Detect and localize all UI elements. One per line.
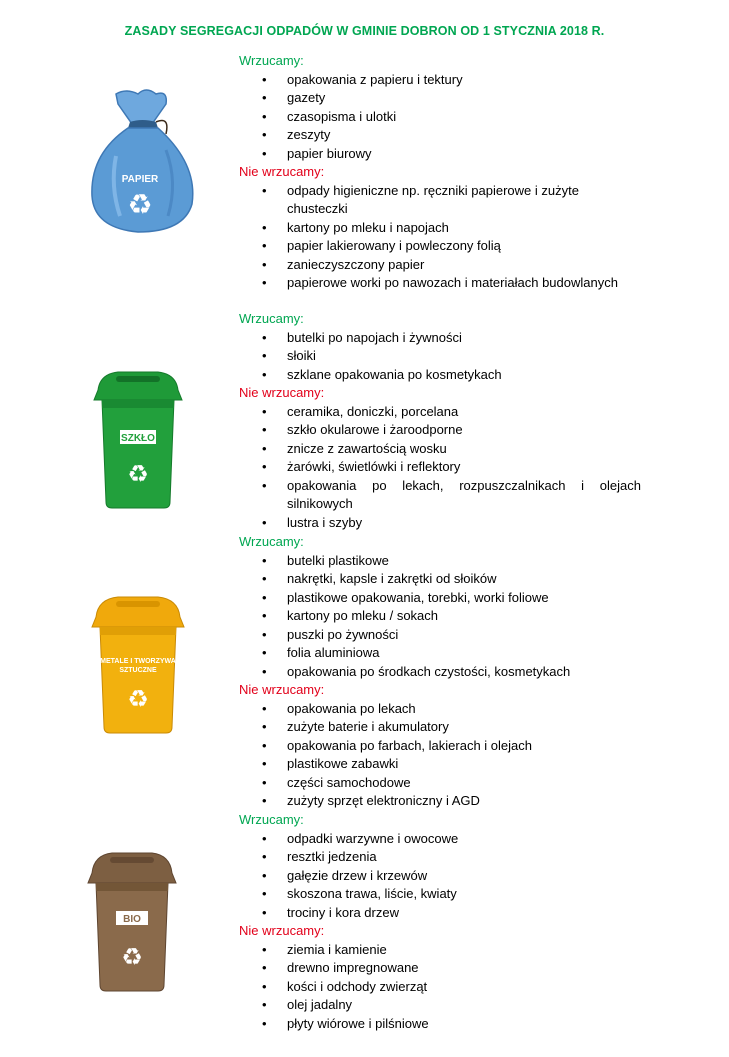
list-item: • szklane opakowania po kosmetykach	[239, 366, 641, 385]
list-item	[239, 477, 641, 514]
accept-list	[239, 830, 641, 923]
glass-bin-icon	[90, 370, 186, 512]
reject-header: Nie wrzucamy:	[239, 923, 325, 938]
reject-list	[239, 182, 641, 293]
page-title: ZASADY SEGREGACJI ODPADÓW W GMINIE DOBRON OD 1 STYCZNIA 2018 R.	[124, 24, 605, 38]
accept-header: Wrzucamy:	[239, 812, 304, 827]
recycle-icon: ♻	[127, 686, 149, 713]
glass-bin-image	[90, 370, 186, 517]
list-item: • opakowania po lekach	[239, 700, 641, 719]
list-item: • odpadki warzywne i owocowe	[239, 830, 641, 849]
list-item: • czasopisma i ulotki	[239, 108, 641, 127]
list-item: • lustra i szyby	[239, 514, 641, 533]
list-item: • plastikowe zabawki	[239, 755, 641, 774]
list-item: • trociny i kora drzew	[239, 904, 641, 923]
paper-bag-image	[86, 86, 198, 241]
bio-lists	[239, 811, 641, 1033]
list-item: • ceramika, doniczki, porcelana	[239, 403, 641, 422]
container-label: BIO	[123, 914, 141, 925]
list-item: • odpady higieniczne np. ręczniki papierowe i zużyte chusteczki	[239, 182, 641, 219]
container-label-line2: SZTUCZNE	[119, 667, 157, 674]
accept-header: Wrzucamy:	[239, 53, 304, 68]
container-label-line1: METALE I TWORZYWA	[100, 658, 176, 665]
glass-lists	[239, 310, 641, 532]
list-item-text: • opakowania po lekach, rozpuszczalnikach i olejach silnikowych	[287, 477, 641, 511]
accept-header: Wrzucamy:	[239, 534, 304, 549]
list-item: • kartony po mleku i napojach	[239, 219, 641, 238]
list-item: • zużyty sprzęt elektroniczny i AGD	[239, 792, 641, 811]
accept-header: Wrzucamy:	[239, 311, 304, 326]
reject-header: Nie wrzucamy:	[239, 164, 325, 179]
list-item: • szkło okularowe i żaroodporne	[239, 421, 641, 440]
list-item: • resztki jedzenia	[239, 848, 641, 867]
plastic-metal-lists	[239, 533, 641, 811]
list-item: • papier biurowy	[239, 145, 641, 164]
reject-list	[239, 941, 641, 1034]
list-item: • zanieczyszczony papier	[239, 256, 641, 275]
list-item: • papierowe worki po nawozach i materiałach budowlanych	[239, 274, 641, 293]
list-item: • części samochodowe	[239, 774, 641, 793]
list-item: • kości i odchody zwierząt	[239, 978, 641, 997]
reject-list	[239, 700, 641, 811]
list-item: • gazety	[239, 89, 641, 108]
list-item: • opakowania z papieru i tektury	[239, 71, 641, 90]
list-item: • skoszona trawa, liście, kwiaty	[239, 885, 641, 904]
plastic-bin-icon	[88, 595, 188, 737]
list-item: • zeszyty	[239, 126, 641, 145]
accept-list	[239, 552, 641, 682]
list-item: • folia aluminiowa	[239, 644, 641, 663]
paper-bag-icon	[86, 86, 198, 236]
list-item: • słoiki	[239, 347, 641, 366]
list-item: • opakowania po farbach, lakierach i olejach	[239, 737, 641, 756]
list-item: • gałęzie drzew i krzewów	[239, 867, 641, 886]
list-item: • żarówki, świetlówki i reflektory	[239, 458, 641, 477]
recycle-icon: ♻	[127, 189, 153, 220]
list-item: • puszki po żywności	[239, 626, 641, 645]
list-item: • kartony po mleku / sokach	[239, 607, 641, 626]
list-item: • znicze z zawartością wosku	[239, 440, 641, 459]
accept-list	[239, 329, 641, 385]
list-item: • nakrętki, kapsle i zakrętki od słoików	[239, 570, 641, 589]
reject-header: Nie wrzucamy:	[239, 385, 325, 400]
list-item: • butelki po napojach i żywności	[239, 329, 641, 348]
accept-list	[239, 71, 641, 164]
container-label: SZKŁO	[121, 433, 155, 444]
paper-lists	[239, 52, 641, 293]
recycle-icon: ♻	[121, 944, 143, 971]
container-label: PAPIER	[121, 174, 159, 185]
recycle-icon: ♻	[127, 461, 149, 488]
plastic-bin-image	[88, 595, 188, 742]
list-item: • papier lakierowany i powleczony folią	[239, 237, 641, 256]
list-item: • olej jadalny	[239, 996, 641, 1015]
reject-header: Nie wrzucamy:	[239, 682, 325, 697]
bio-bin-image	[84, 851, 180, 1000]
list-item: • plastikowe opakowania, torebki, worki foliowe	[239, 589, 641, 608]
reject-list	[239, 403, 641, 533]
list-item: • zużyte baterie i akumulatory	[239, 718, 641, 737]
bio-bin-icon	[84, 851, 180, 995]
list-item: • ziemia i kamienie	[239, 941, 641, 960]
list-item: • opakowania po środkach czystości, kosmetykach	[239, 663, 641, 682]
list-item: • butelki plastikowe	[239, 552, 641, 571]
list-item: • drewno impregnowane	[239, 959, 641, 978]
list-item: • płyty wiórowe i pilśniowe	[239, 1015, 641, 1034]
